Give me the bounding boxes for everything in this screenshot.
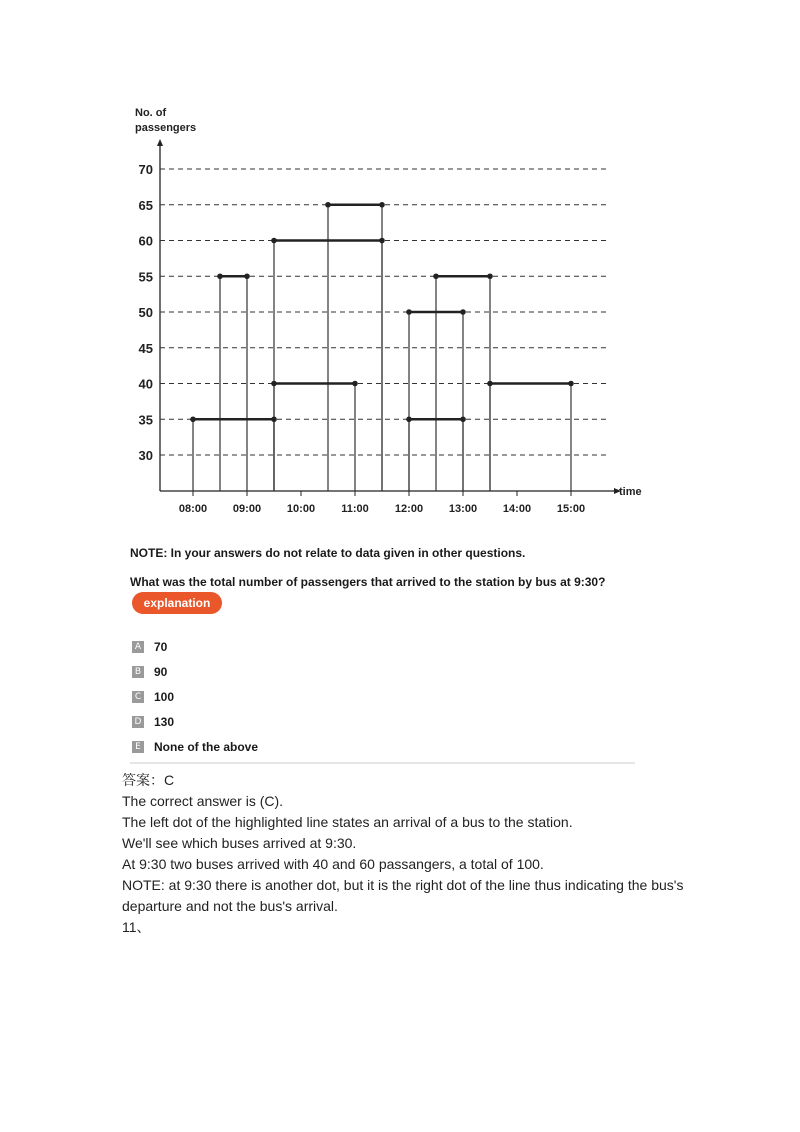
- y-tick-label: 30: [138, 448, 153, 463]
- answer-line: departure and not the bus's arrival.: [122, 898, 338, 914]
- option-letter-icon: B: [132, 666, 144, 678]
- answer-options: [132, 634, 258, 759]
- x-tick-label: 11:00: [341, 503, 369, 515]
- option-label: 100: [154, 689, 175, 704]
- x-tick-label: 14:00: [502, 503, 532, 515]
- x-tick-label: 08:00: [178, 503, 208, 515]
- answer-line: 11、: [122, 919, 151, 935]
- x-tick-label: 10:00: [286, 503, 316, 515]
- y-axis-arrow-icon: [157, 139, 163, 146]
- option-letter-icon: A: [132, 641, 144, 653]
- passenger-chart: [0, 0, 800, 530]
- option-c[interactable]: [132, 684, 258, 709]
- bus-dot: [217, 273, 223, 279]
- y-tick-label: 50: [138, 305, 153, 320]
- bus-dot: [568, 381, 574, 387]
- x-axis-label: time: [619, 486, 642, 498]
- bus-dot: [271, 381, 277, 387]
- answer-line: We'll see which buses arrived at 9:30.: [122, 835, 357, 851]
- bus-dot: [244, 273, 250, 279]
- bus-dot: [379, 202, 385, 208]
- question-text: What was the total number of passengers that arrived to the station by bus at 9:30?: [130, 575, 606, 589]
- y-tick-label: 55: [138, 269, 153, 285]
- option-label: 90: [154, 664, 168, 679]
- option-letter-icon: C: [132, 691, 144, 703]
- option-e[interactable]: [132, 734, 258, 759]
- bus-dot: [379, 238, 385, 244]
- y-tick-label: 45: [138, 340, 153, 356]
- option-letter-icon: E: [132, 741, 144, 753]
- x-tick-label: 13:00: [448, 503, 478, 515]
- y-axis-label: passengers: [135, 122, 197, 134]
- bus-dot: [487, 381, 493, 387]
- bus-dot: [271, 238, 277, 244]
- bus-dot: [406, 309, 412, 315]
- option-b[interactable]: [132, 659, 258, 684]
- y-tick-label: 70: [138, 162, 153, 177]
- option-letter-icon: D: [132, 716, 144, 728]
- bus-dot: [325, 202, 331, 208]
- bus-dot: [487, 273, 493, 279]
- x-tick-label: 09:00: [232, 503, 262, 515]
- x-tick-label: 15:00: [556, 503, 586, 515]
- explanation-button[interactable]: explanation: [132, 592, 222, 614]
- answer-explanation: [122, 770, 722, 938]
- answer-line: The left dot of the highlighted line states an arrival of a bus to the station.: [122, 814, 573, 830]
- bus-dot: [406, 416, 412, 422]
- bus-dot: [190, 416, 196, 422]
- note-text: NOTE: In your answers do not relate to data given in other questions.: [130, 546, 526, 560]
- y-tick-label: 65: [138, 197, 153, 213]
- bus-dot: [352, 381, 358, 387]
- y-axis-label: No. of: [135, 107, 167, 119]
- bus-dot: [460, 416, 466, 422]
- y-tick-label: 35: [138, 412, 153, 428]
- option-label: 130: [154, 714, 175, 729]
- divider: [130, 762, 635, 764]
- answer-line: NOTE: at 9:30 there is another dot, but it is the right dot of the line thus indicating the bus's: [122, 877, 684, 893]
- x-tick-label: 12:00: [394, 503, 424, 515]
- y-tick-label: 40: [138, 376, 153, 392]
- option-label: 70: [154, 639, 168, 654]
- answer-line: At 9:30 two buses arrived with 40 and 60 passangers, a total of 100.: [122, 856, 544, 872]
- answer-line: 答案：C: [122, 772, 175, 788]
- y-tick-label: 60: [138, 233, 153, 249]
- option-d[interactable]: [132, 709, 258, 734]
- option-a[interactable]: [132, 634, 258, 659]
- answer-line: The correct answer is (C).: [122, 793, 284, 809]
- bus-dot: [433, 273, 439, 279]
- bus-dot: [460, 309, 466, 315]
- bus-dot: [271, 416, 277, 422]
- option-label: None of the above: [154, 739, 259, 754]
